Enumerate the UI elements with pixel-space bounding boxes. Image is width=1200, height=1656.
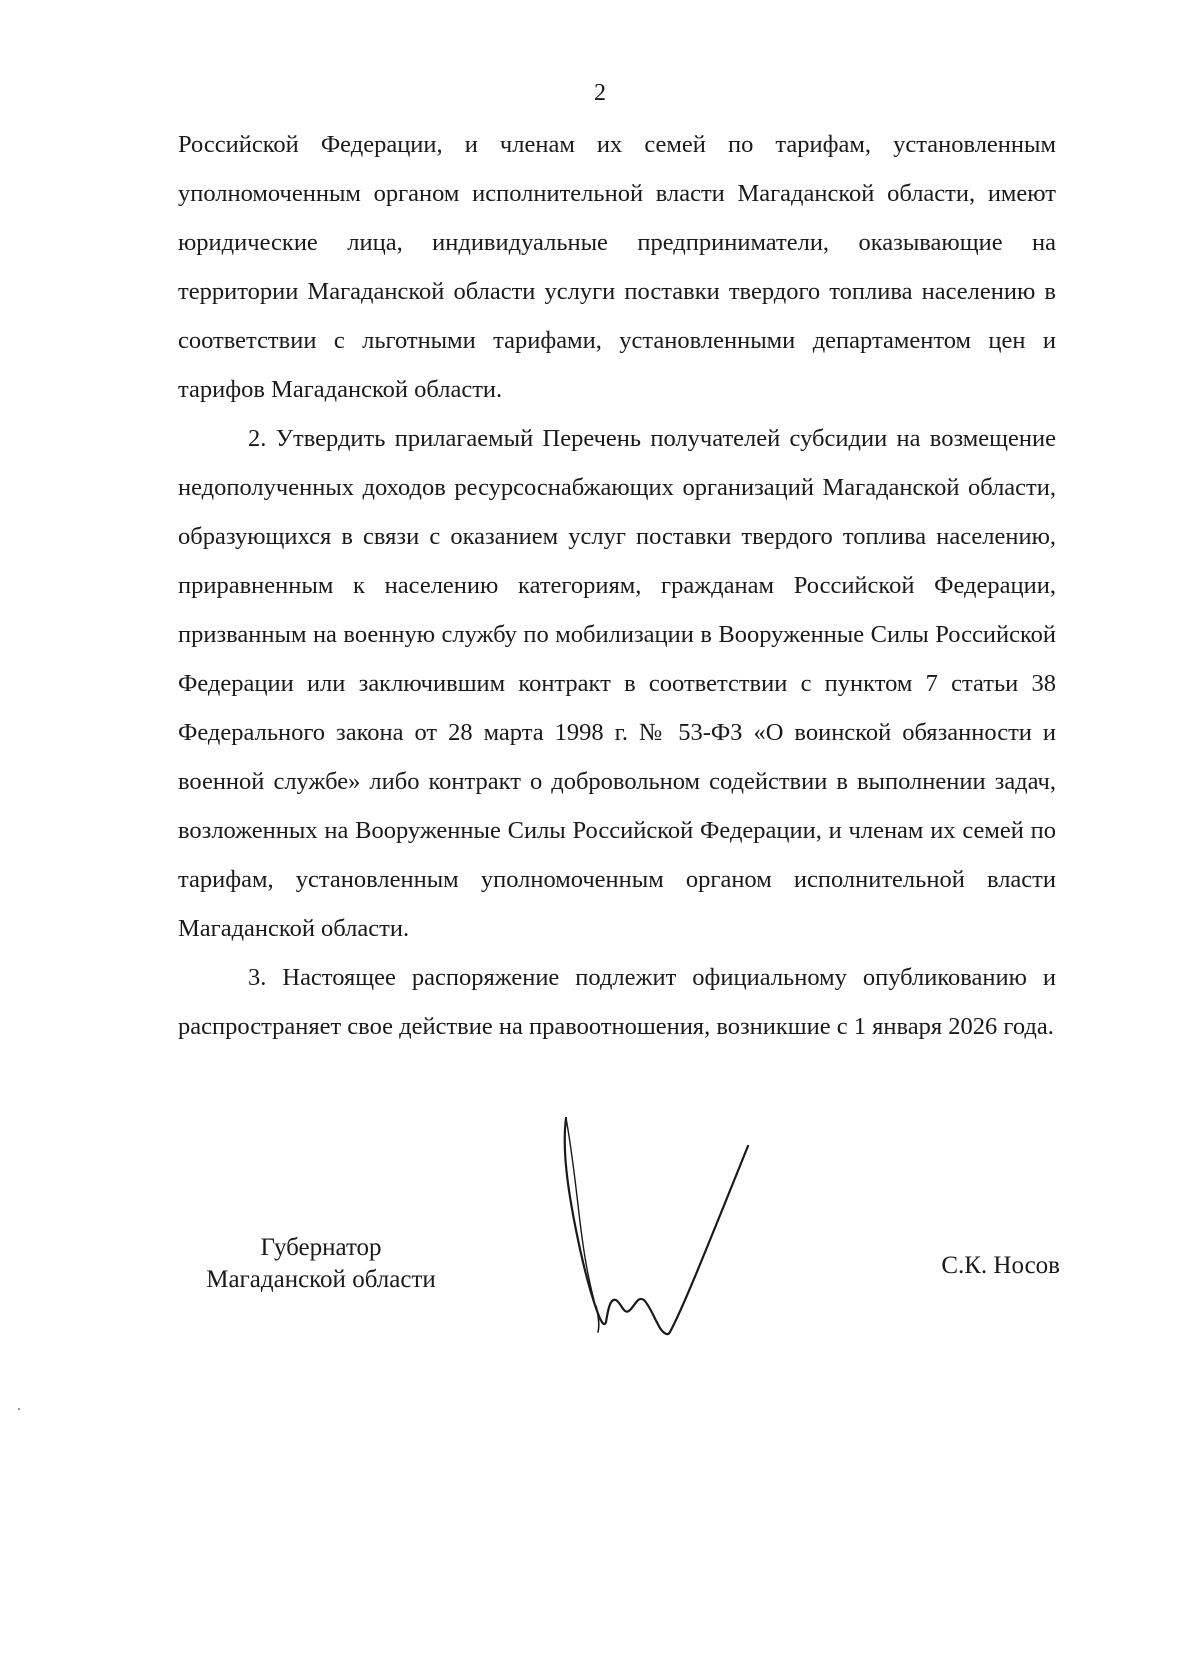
paragraph-continuation: Российской Федерации, и членам их семей по тарифам, установленным уполномоченным органом исполнительной власти Магаданской области, имеют юридические лица, индивидуальные предприниматели, оказывающие на территории Магаданской области услуги поставки твердого топлива населению в соответствии с льготными тарифами, установленными департаментом цен и тарифов Магаданской области. [178, 131, 1056, 403]
signatory-name: С.К. Носов [941, 1252, 1060, 1279]
signatory-position-line1: Губернатор [260, 1234, 382, 1261]
paragraph-2: 2. Утвердить прилагаемый Перечень получателей субсидии на возмещение недополученных доходов ресурсоснабжающих организаций Магаданской области, образующихся в связи с оказанием услуг поставки твердого топлива населению, приравненным к населению категориям, гражданам Российской Федерации, призванным на военную службу по мобилизации в Вооруженные Силы Российской Федерации или заключившим контракт в соответствии с пунктом 7 статьи 38 Федерального закона от 28 марта 1998 г. № 53-ФЗ «О воинской обязанности и военной службе» либо контракт о добровольном содействии в выполнении задач, возложенных на Вооруженные Силы Российской Федерации, и членам их семей по тарифам, установленным уполномоченным органом исполнительной власти Магаданской области. [178, 425, 1056, 942]
signatory-position-line2: Магаданской области [206, 1266, 436, 1293]
paragraph-3: 3. Настоящее распоряжение подлежит официальному опубликованию и распространяет свое действие на правоотношения, возникшие с 1 января 2026 года. [178, 964, 1056, 1040]
page-number: 2 [594, 80, 606, 106]
document-body [178, 120, 1056, 1051]
handwritten-signature [560, 1110, 800, 1350]
signatory-position [186, 1232, 456, 1296]
scan-artifact-dot [18, 1408, 20, 1410]
